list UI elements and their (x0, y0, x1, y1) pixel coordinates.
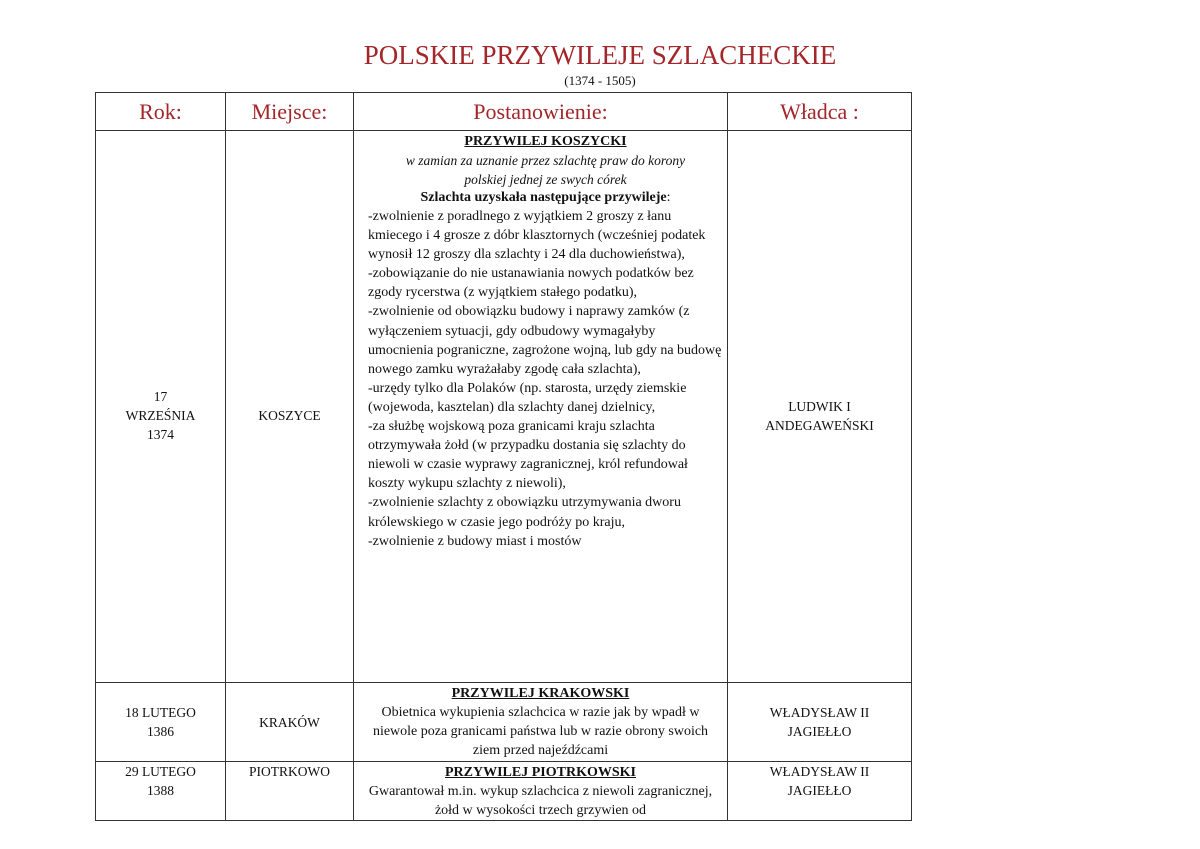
place-cell (226, 683, 354, 762)
year-line: 17 (153, 389, 168, 404)
privilege-text: Gwarantował m.in. wykup szlachcica z niewoli zagranicznej, żołd w wysokości trzech grzywien od (368, 784, 713, 819)
ruler-line: JAGIEŁŁO (787, 724, 852, 739)
privilege-title: PRZYWILEJ PIOTRKOWSKI (445, 765, 636, 780)
privilege-text: Obietnica wykupienia szlachcica w razie jak by wpadł w niewole poza granicami państwa lub w razie obrony swoich ziem przed najeźdźcami (372, 705, 709, 759)
year-line: 1386 (147, 724, 174, 739)
table-row (96, 762, 912, 821)
year-cell (96, 683, 226, 762)
place-text: KRAKÓW (259, 714, 320, 730)
year-cell (96, 131, 226, 683)
ruler-cell (728, 683, 912, 762)
place-cell (226, 131, 354, 683)
document-subtitle: (1374 - 1505) (564, 73, 636, 88)
table-header-row (96, 93, 912, 131)
ruler-cell (728, 762, 912, 821)
ruler-line: ANDEGAWEŃSKI (765, 417, 874, 433)
year-line: 1374 (147, 427, 174, 442)
privilege-title: PRZYWILEJ KRAKOWSKI (451, 686, 630, 701)
list-item: -urzędy tylko dla Polaków (np. starosta, urzędy ziemskie (wojewoda, kasztelan) dla szlachty danej dzielnicy, (368, 380, 687, 415)
decision-cell (354, 131, 728, 683)
year-line: 1388 (147, 783, 174, 798)
list-item: -zobowiązanie do nie ustanawiania nowych podatków bez zgody rycerstwa (z wyjątkiem stałego podatku), (368, 266, 694, 301)
place-cell (226, 762, 354, 821)
decision-cell (354, 683, 728, 762)
place-text: PIOTRKOWO (249, 764, 330, 779)
table-row (96, 131, 912, 683)
header-place: Miejsce: (226, 93, 354, 131)
list-item: -zwolnienie z poradlnego z wyjątkiem 2 groszy z łanu kmiecego i 4 grosze z dóbr klasztornych (wcześniej podatek wynosił 12 groszy dla szlachty i 24 dla duchowieństwa), (368, 209, 706, 263)
table-row (96, 683, 912, 762)
privilege-title: PRZYWILEJ KOSZYCKI (464, 134, 627, 149)
privileges-table (95, 92, 912, 821)
header-ruler: Władca : (728, 93, 912, 131)
year-cell (96, 762, 226, 821)
privilege-gained-heading: Szlachta uzyskała następujące przywileje: (420, 190, 671, 205)
decision-cell (354, 762, 728, 821)
ruler-line: WŁADYSŁAW II (769, 705, 870, 720)
year-line: 18 LUTEGO (125, 705, 196, 720)
year-line: 29 LUTEGO (125, 764, 196, 779)
place-text: KOSZYCE (258, 408, 321, 423)
ruler-line: LUDWIK I (788, 398, 851, 414)
ruler-line: JAGIEŁŁO (787, 783, 852, 798)
ruler-cell (728, 131, 912, 683)
privilege-condition: w zamian za uznanie przez szlachtę praw do korony polskiej jednej ze swych córek (405, 153, 686, 187)
list-item: -zwolnienie z budowy miast i mostów (368, 533, 582, 549)
list-item: -za służbę wojskową poza granicami kraju szlachta otrzymywała żołd (w przypadku dostania się szlachty do niewoli w czasie wyprawy zagranicznej, król refundował koszty wykupu szlachty z niewoli), (368, 419, 688, 492)
header-year: Rok: (96, 93, 226, 131)
list-item: -zwolnienie szlachty z obowiązku utrzymywania dworu królewskiego w czasie jego podróży po kraju, (368, 495, 681, 530)
header-decision: Postanowienie: (354, 93, 728, 131)
list-item: -zwolnienie od obowiązku budowy i naprawy zamków (z wyłączeniem sytuacji, gdy odbudowy wymagałyby umocnienia pograniczne, zagrożone wojną, lub gdy na budowę nowego zamku wyrażałaby zgodę cała szlachta), (368, 304, 722, 377)
year-line: WRZEŚNIA (125, 408, 196, 423)
document-title: POLSKIE PRZYWILEJE SZLACHECKIE (363, 40, 837, 70)
ruler-line: WŁADYSŁAW II (769, 764, 870, 779)
